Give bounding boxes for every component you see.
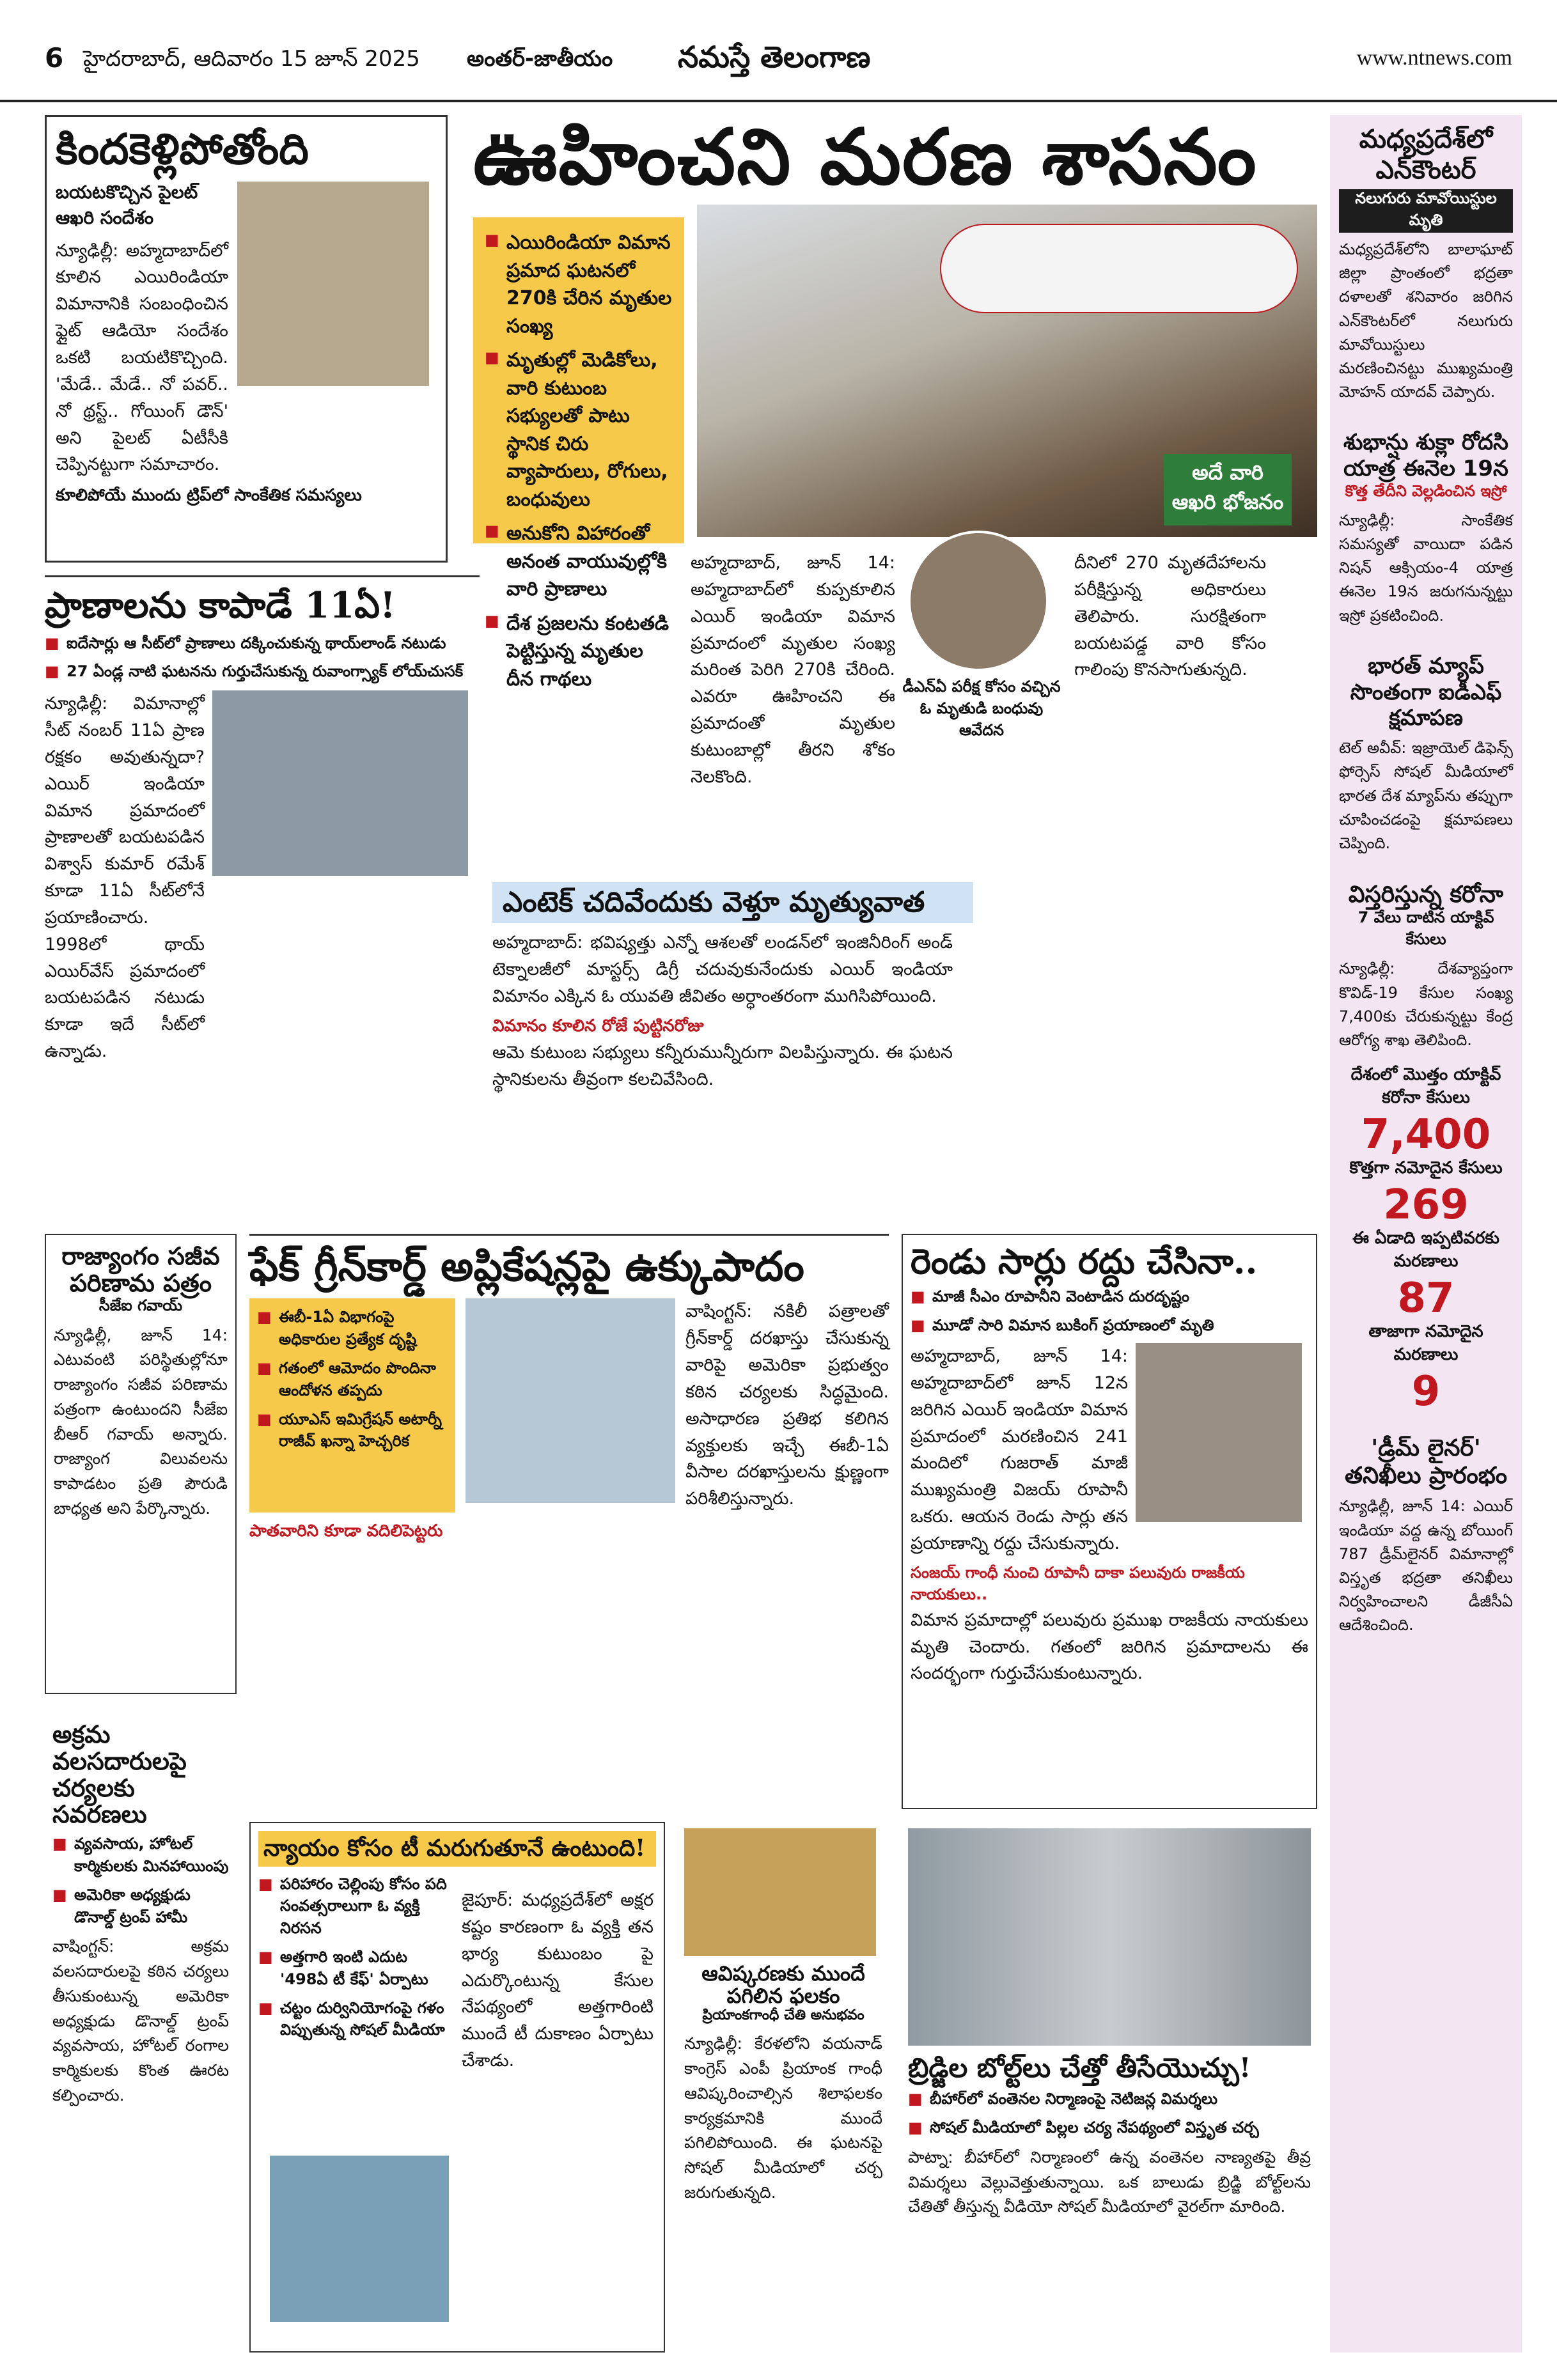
right-news-column [1330,115,1522,2353]
stat-value: 9 [1411,1368,1441,1416]
stat-label: దేశంలో మొత్తం యాక్టివ్ కరోనా కేసులు [1350,1065,1501,1108]
article-body-2: విమాన ప్రమాదాల్లో పలువురు ప్రముఖ రాజకీయ నాయకులు మృతి చెందారు. గతంలో జరిగిన ప్రమాదాలను ఈ సందర్భంగా గుర్తుచేసుకుంటున్నారు. [911,1610,1308,1684]
article-body: జైపూర్: మధ్యప్రదేశ్‌లో అక్షర కష్టం కారణంగా ఓ వ్యక్తి తన భార్య కుటుంబం పై ఎదుర్కొంటున్న కేసుల నేపథ్యంలో అత్తగారింటి ముందే టీ దుకాణం ఏర్పాటు చేశాడు. [462,1890,653,2071]
article-headline: ప్రాణాలను కాపాడే 11ఏ! [45,584,396,626]
article-bullet: ■ మూడో సారి విమాన బుకింగ్ ప్రయాణంలో మృతి [911,1314,1308,1337]
article-subhead: ప్రియాంకగాంధీ చేతి అనుభవం [702,2007,865,2024]
article-headline: ఫేక్ గ్రీన్‌కార్డ్ అప్లికేషన్లపై ఉక్కుపాదం [249,1243,804,1291]
lead-bullet: ■ ఎయిరిండియా విమాన ప్రమాద ఘటనలో 270కి చేరిన మృతుల సంఖ్య [485,229,673,340]
lead-body-1: అహ్మదాబాద్, జూన్ 14: అహ్మదాబాద్‌లో కుప్పకూలిన ఎయిర్ ఇండియా విమాన ప్రమాదంలో మృతుల సంఖ్య మరింత పెరిగి 270కి చేరింది. ఎవరూ ఊహించని ఈ ప్రమాదంతో మృతుల కుటుంబాల్లో తీరని శోకం నెలకొంది. [691,553,895,787]
side-headline: విస్తరిస్తున్న కరోనా [1348,882,1504,908]
article-subhead: బయటకొచ్చిన పైలట్ ఆఖరి సందేశం [56,181,198,228]
side-headline: మధ్యప్రదేశ్‌లో ఎన్‌కౌంటర్ [1359,125,1493,185]
rupani-photo [1136,1343,1302,1522]
article-subhead: పాతవారిని కూడా వదిలిపెట్టరు [249,1521,443,1541]
article-headline: ఆవిష్కరణకు ముందే పగిలిన ఫలకం [701,1961,865,2009]
article-entech [492,882,1317,1215]
side-subhead: నలుగురు మావోయిస్టుల మృతి [1339,189,1513,233]
article-bullet: ■ వ్యవసాయ, హోటల్ కార్మికులకు మినహాయింపు [52,1833,229,1878]
section-name: అంతర్-జాతీయం [467,46,613,72]
dna-photo [908,531,1049,671]
stat-value: 269 [1383,1181,1469,1229]
article-bullet: ■ బీహార్‌లో వంతెనల నిర్మాణంపై నెటిజన్ల విమర్శలు [908,2088,1311,2110]
stat-label: ఈ ఏడాది ఇప్పటివరకు మరణాలు [1352,1229,1499,1272]
article-body: వాషింగ్టన్: నకిలీ పత్రాలతో గ్రీన్‌కార్డ్ దరఖాస్తు చేసుకున్న వారిపై అమెరికా ప్రభుత్వం కఠిన చర్యలకు సిద్ధమైంది. అసాధారణ ప్రతిభ కలిగిన వ్యక్తులకు ఇచ్చే ఈబీ-1ఏ వీసాల దరఖాస్తులను క్షుణ్ణంగా పరిశీలిస్తున్నారు. [685,1302,889,1509]
article-headline: బ్రిడ్జిల బోల్ట్‌లు చేత్తో తీసేయొచ్చు! [908,2052,1251,2083]
article-headline: కిందకెళ్లిపోతోంది [56,124,309,174]
article-body: న్యూఢిల్లీ: అహ్మదాబాద్‌లో కూలిన ఎయిరిండియా విమానానికి సంబంధించిన ఫ్లైట్ ఆడియో సందేశం ఒకటి బయటికొచ్చింది. 'మేడే.. మేడే.. నో పవర్.. నో థ్రస్ట్.. గోయింగ్ డౌన్' అని పైలట్ ఏటీసీకి చెప్పినట్టుగా సమాచారం. [56,240,228,475]
tea-stall-photo [270,2156,449,2322]
article-headline: న్యాయం కోసం టీ మరుగుతూనే ఉంటుంది! [258,1831,656,1867]
side-body: న్యూఢిల్లీ: దేశవ్యాప్తంగా కొవిడ్-19 కేసుల సంఖ్య 7,400కు చేరుకున్నట్టు కేంద్ర ఆరోగ్య శాఖ తెలిపింది. [1339,960,1513,1049]
article-body: వాషింగ్టన్: అక్రమ వలసదారులపై కఠిన చర్యలు తీసుకుంటున్న అమెరికా అధ్యక్షుడు డొనాల్డ్ ట్రంప్ వ్యవసాయ, హోటల్ రంగాల కార్మికులకు కొంత ఊరట కల్పించారు. [52,1937,229,2104]
side-subhead: 7 వేలు దాటిన యాక్టివ్ కేసులు [1357,908,1494,949]
side-body: టెల్ అవీవ్: ఇజ్రాయెల్ డిఫెన్స్ ఫోర్సెస్ సోషల్ మీడియాలో భారత దేశ మ్యాప్‌ను తప్పుగా చూపించడంపై క్షమాపణలు చెప్పింది. [1339,739,1513,852]
side-headline: భారత్ మ్యాప్‌ సొంతంగా ఐడీఎఫ్ క్షమాపణ [1350,653,1502,731]
article-subhead: సంజయ్ గాంధీ నుంచి రూపానీ దాకా పలువురు రాజకీయ నాయకులు.. [911,1563,1245,1603]
survivor-photo [212,690,468,876]
lead-story [460,112,1317,914]
side-body: న్యూఢిల్లీ, జూన్ 14: ఎయిర్ ఇండియా వద్ద ఉన్న బోయింగ్ 787 డ్రీమ్‌లైనర్ విమానాల్లో విస్తృత భద్రతా తనిఖీలు నిర్వహించాలని డీజీసీఏ ఆదేశించింది. [1339,1497,1513,1635]
side-body: న్యూఢిల్లీ: సాంకేతిక సమస్యతో వాయిదా పడిన నిషన్ ఆక్సియం-4 యాత్ర ఈనెల 19న జరుగనున్నట్టు ఇస్రో ప్రకటించింది. [1339,511,1513,625]
article-bullet: ■ అత్తగారి ఇంటి ఎదుట '498ఏ టీ కేఫ్' ఏర్పాటు [258,1946,450,1991]
pilots-photo [237,182,429,386]
article-headline: అక్రమ వలసదారులపై చర్యలకు సవరణలు [52,1720,187,1829]
stat-value: 87 [1397,1275,1455,1323]
article-bullet: ■ 27 ఏండ్ల నాటి ఘటనను గుర్తుచేసుకున్న రువాంగ్స్యాక్ లోయ్‌చుసక్ [45,660,480,683]
article-body: న్యూఢిల్లీ: విమానాల్లో సీట్ నంబర్ 11ఏ ప్రాణ రక్షకం అవుతున్నదా? ఎయిర్ ఇండియా విమాన ప్రమాదంలో ప్రాణాలతో బయటపడిన విశ్వాస్ కుమార్ రమేశ్ కూడా 11ఏ సీట్‌లోనే ప్రయాణించారు. 1998లో థాయ్ ఎయిర్‌వేస్ ప్రమాదంలో బయటపడిన నటుడు కూడా ఇదే సీట్‌లో ఉన్నాడు. [45,694,205,1062]
lead-bullet: ■ దేశ ప్రజలను కంటతడి పెట్టిస్తున్న మృతుల దీన గాథలు [485,610,673,694]
article-body-2: ఆమె కుటుంబ సభ్యులు కన్నీరుమున్నీరుగా విలపిస్తున్నారు. ఈ ఘటన స్థానికులను తీవ్రంగా కలచివేసింది. [492,1042,953,1089]
article-bullet: ■ యూఎస్ ఇమిగ్రేషన్ అటార్నీ రాజీవ్ ఖన్నా హెచ్చరిక [257,1408,448,1453]
crash-site-photo [697,205,1317,537]
lead-headline: ఊహించని మరణ శాసనం [473,112,1258,202]
priyanka-photo [684,1828,876,1956]
article-twice-cancelled [902,1234,1317,1809]
page-number: 6 [45,42,64,74]
edition-date: హైదరాబాద్, ఆదివారం 15 జూన్ 2025 [83,46,420,72]
greencard-photo [466,1298,675,1503]
website-link[interactable]: www.ntnews.com [1356,46,1512,70]
article-bullet: ■ పరిహారం చెల్లింపు కోసం పది సంవత్సరాలుగా ఓ వ్యక్తి నిరసన [258,1873,450,1940]
article-constitution [45,1234,237,1694]
article-bullet: ■ గతంలో ఆమోదం పొందినా ఆందోళన తప్పదు [257,1357,448,1402]
article-greencard [249,1234,889,1809]
article-bullet: ■ సోషల్ మీడియాలో పిల్లల చర్య నేపథ్యంలో విస్తృత చర్చ [908,2117,1311,2139]
lead-bullet: ■ మృతుల్లో మెడికోలు, వారి కుటుంబ సభ్యులతో పాటు స్థానిక చిరు వ్యాపారులు, రోగులు, బంధువులు [485,346,673,513]
masthead: నమస్తే తెలంగాణ [678,40,871,74]
article-headline: రాజ్యాంగం సజీవ పరిణామ పత్రం [61,1241,220,1297]
covid-stats [1339,1065,1513,1415]
last-meal-caption: అదే వారి ఆఖరి భోజనం [1164,454,1292,525]
article-headline: రెండు సార్లు రద్దు చేసినా.. [911,1241,1258,1282]
article-going-down [45,115,448,563]
article-body: అహ్మదాబాద్: భవిష్యత్తు ఎన్నో ఆశలతో లండన్‌లో ఇంజినీరింగ్ అండ్ టెక్నాలజీలో మాస్టర్స్ డిగ్రీ చదువుకునేందుకు ఎయిర్ ఇండియా విమానం ఎక్కిన ఓ యువతి జీవితం అర్ధాంతరంగా ముగిసిపోయింది. [492,933,953,1007]
article-body: న్యూఢిల్లీ: కేరళలోని వయనాడ్ కాంగ్రెస్ ఎంపీ ప్రియాంక గాంధీ ఆవిష్కరించాల్సిన శిలాఫలకం కార్యక్రమానికి ముందే పగిలిపోయింది. ఈ ఘటనపై సోషల్ మీడియాలో చర్చ జరుగుతున్నది. [684,2034,882,2202]
lead-bullets-box [473,217,684,690]
side-headline: శుభాన్షు శుక్లా రోదసి యాత్ర ఈనెల 19న [1343,430,1509,482]
lead-bullet: ■ అనుకోని విహారంతో అనంత వాయువుల్లోకి వారి ప్రాణాలు [485,520,673,603]
article-justice-tea [249,1822,665,2353]
article-bullet: ■ చట్టం దుర్వినియోగంపై గళం విప్పుతున్న సోషల్ మీడియా [258,1997,450,2042]
page-header [0,0,1557,102]
dna-caption: డీఎన్‌ఏ పరీక్ష కోసం వచ్చిన ఓ మృతుడి బంధువు ఆవేదన [902,678,1061,739]
article-body: పాట్నా: బీహార్‌లో నిర్మాణంలో ఉన్న వంతెనల నాణ్యతపై తీవ్ర విమర్శలు వెల్లువెత్తుతున్నాయి. ఒక బాలుడు బ్రిడ్జి బోల్ట్‌లను చేతితో తీస్తున్న వీడియో సోషల్ మీడియాలో వైరల్‌గా మారింది. [908,2147,1311,2216]
article-body: అహ్మదాబాద్, జూన్ 14: అహ్మదాబాద్‌లో జూన్ 12న జరిగిన ఎయిర్ ఇండియా విమాన ప్రమాదంలో మరణించిన 241 మందిలో గుజరాత్ మాజీ ముఖ్యమంత్రి విజయ్ రూపానీ ఒకరు. ఆయన రెండు సార్లు తన ప్రయాణాన్ని రద్దు చేసుకున్నారు. [911,1346,1128,1553]
article-subhead: విమానం కూలిన రోజే పుట్టినరోజు [492,1016,704,1036]
article-bullet: ■ ఈబీ-1ఏ విభాగంపై అధికారుల ప్రత్యేక దృష్టి [257,1306,448,1351]
article-body: న్యూఢిల్లీ, జూన్ 14: ఎటువంటి పరిస్థితుల్లోనూ రాజ్యాంగం సజీవ పరిణామ పత్రంగా ఉంటుందని సీజేఐ బీఆర్ గవాయ్ అన్నారు. రాజ్యాంగ విలువలను కాపాడటం ప్రతి పౌరుడి బాధ్యత అని పేర్కొన్నారు. [54,1325,228,1518]
article-bridge-bolts [902,1822,1317,2353]
article-bullet: ■ అమెరికా అధ్యక్షుడు డొనాల్డ్ ట్రంప్ హామీ [52,1884,229,1929]
article-bullet: ■ మాజీ సీఎం రూపానీని వెంటాడిన దురదృష్టం [911,1286,1308,1308]
article-seat-11a [45,575,480,1215]
stat-label: కొత్తగా నమోదైన కేసులు [1349,1158,1503,1178]
lead-body-2: దీనిలో 270 మృతదేహాలను పరీక్షిస్తున్న అధికారులు తెలిపారు. సురక్షితంగా బయటపడ్డ వారి కోసం గాలింపు కొనసాగుతున్నది. [1074,553,1266,680]
bridge-photo [908,1828,1311,2046]
side-subhead: కొత్త తేదీని వెల్లడించిన ఇస్రో [1345,481,1507,500]
side-headline: 'డ్రీమ్ లైనర్' తనిఖీలు ప్రారంభం [1345,1435,1507,1489]
article-migrants [45,1713,237,2353]
article-subhead-2: కూలిపోయే ముందు ట్రిప్‌లో సాంకేతిక సమస్యలు [56,486,362,506]
stat-value: 7,400 [1361,1111,1491,1159]
article-bullet: ■ ఐదేసార్లు ఆ సీట్‌లో ప్రాణాలు దక్కించుకున్న థాయ్‌లాండ్ నటుడు [45,632,480,655]
airplane-graphic [940,224,1298,313]
article-subhead: సీజేఐ గవాయ్ [98,1296,183,1314]
side-body: మధ్యప్రదేశ్‌లోని బాలాఘాట్ జిల్లా ప్రాంతంలో భద్రతా దళాలతో శనివారం జరిగిన ఎన్‌కౌంటర్‌లో నలుగురు మావోయిస్టులు మరణించినట్టు ముఖ్యమంత్రి మోహన్ యాదవ్ చెప్పారు. [1339,240,1513,401]
article-plaque [678,1822,889,2353]
article-headline: ఎంటెక్ చదివేందుకు వెళ్తూ మృత్యువాత [492,882,973,923]
stat-label: తాజాగా నమోదైన మరణాలు [1368,1322,1483,1365]
